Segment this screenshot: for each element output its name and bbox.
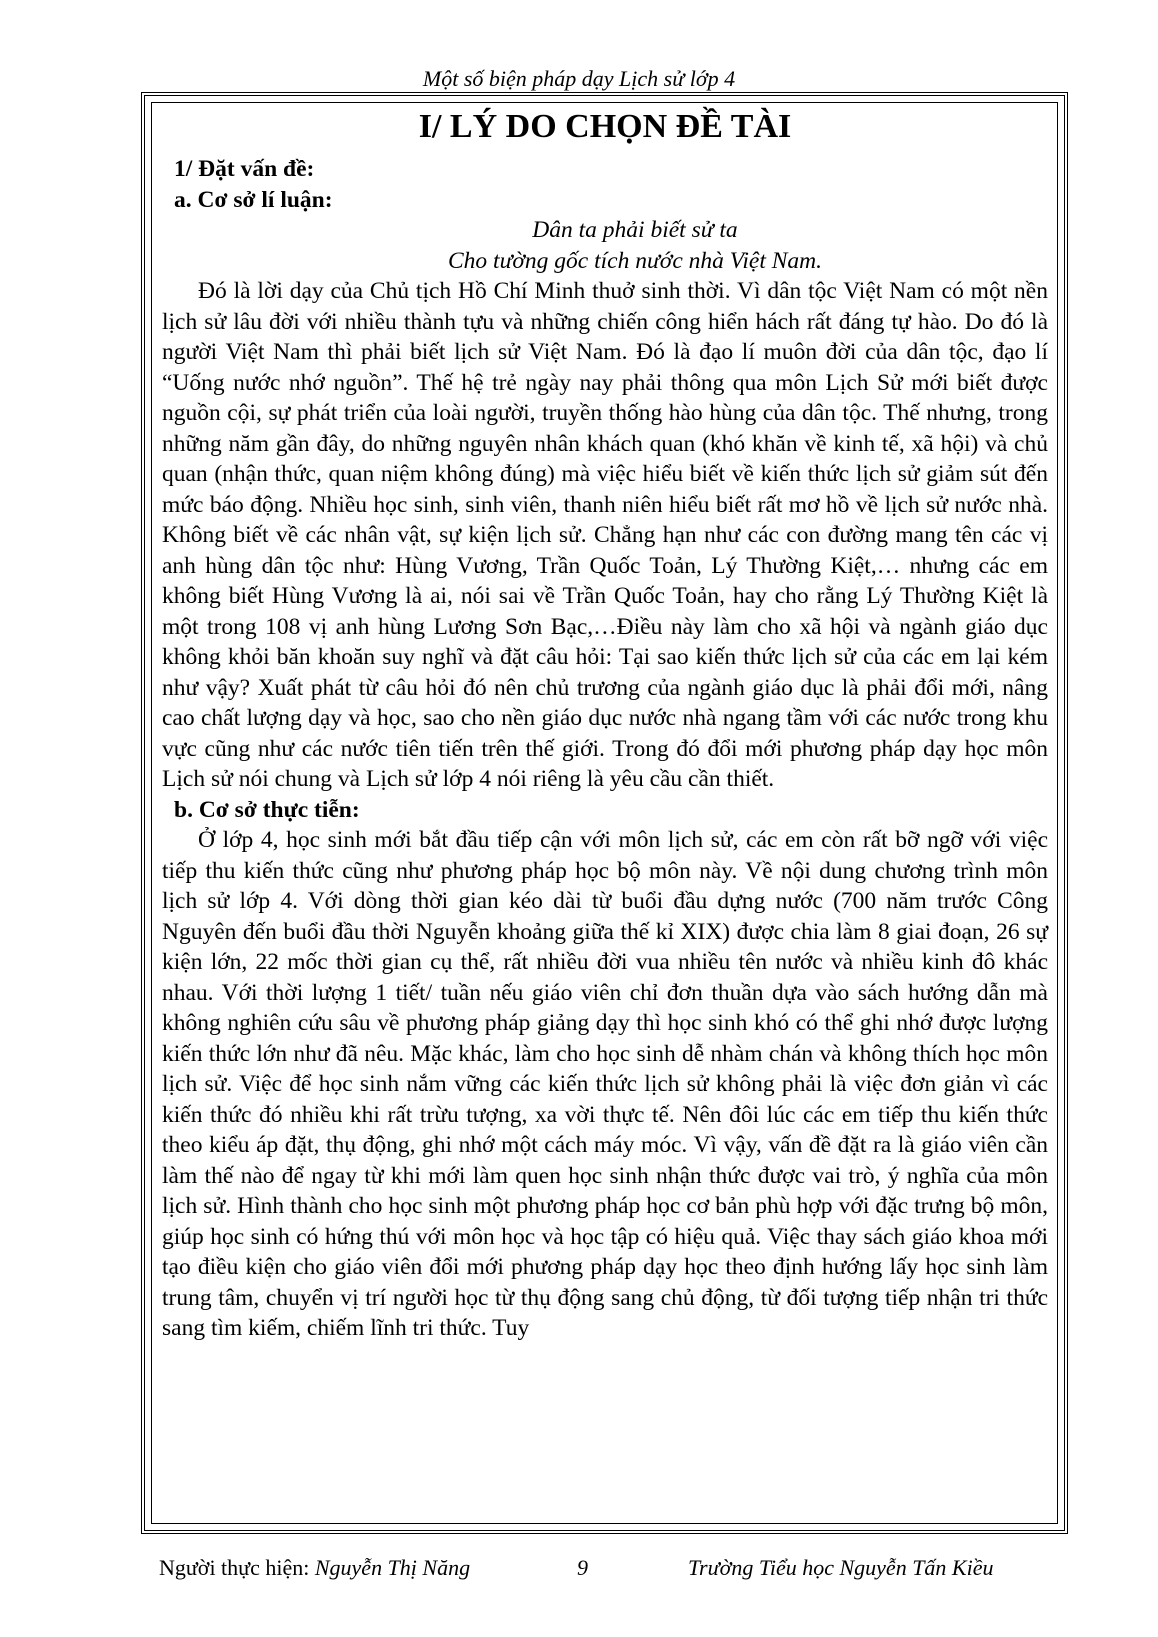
footer-author-label: Người thực hiện: [159, 1555, 310, 1580]
section-title: I/ LÝ DO CHỌN ĐỀ TÀI [418, 108, 792, 145]
heading-practical-basis: b. Cơ sở thực tiễn: [174, 796, 360, 823]
page-footer [0, 1555, 1158, 1585]
subsection-heading: 1/ Đặt vấn đề: [174, 156, 315, 182]
page-number: 9 [577, 1555, 588, 1580]
paragraph-theoretical: Đó là lời dạy của Chủ tịch Hồ Chí Minh thuở sinh thời. Vì dân tộc Việt Nam có một nền lịch sử lâu đời với nhiều thành tựu và những chiến công hiển hách rất đáng tự hào. Do đó là người Việt Nam thì phải biết lịch sử Việt Nam. Đó là đạo lí muôn đời của dân tộc, đạo lí “Uống nước nhớ nguồn”. Thế hệ trẻ ngày nay phải thông qua môn Lịch Sử mới biết được nguồn cội, sự phát triển của loài người, truyền thống hào hùng của dân tộc. Thế nhưng, trong những năm gần đây, do những nguyên nhân khách quan (khó khăn về kinh tế, xã hội) và chủ quan (nhận thức, quan niệm không đúng) mà việc hiểu biết về kiến thức lịch sử giảm sút đến mức báo động. Nhiều học sinh, sinh viên, thanh niên hiểu biết rất mơ hồ về lịch sử nước nhà. Không biết về các nhân vật, sự kiện lịch sử. Chẳng hạn như các con đường mang tên các vị anh hùng dân tộc như: Hùng Vương, Trần Quốc Toản, Lý Thường Kiệt,… nhưng các em không biết Hùng Vương là ai, nói sai về Trần Quốc Toản, hay cho rằng Lý Thường Kiệt là một trong 108 vị anh hùng Lương Sơn Bạc,…Điều này làm cho xã hội và ngành giáo dục không khỏi băn khoăn suy nghĩ và đặt câu hỏi: Tại sao kiến thức lịch sử của các em lại kém như vậy? Xuất phát từ câu hỏi đó nên chủ trương của ngành giáo dục là phải đổi mới, nâng cao chất lượng dạy và học, sao cho nền giáo dục nước nhà ngang tầm với các nước trong khu vực cũng như các nước tiên tiến trên thế giới. Trong đó đổi mới phương pháp dạy học môn Lịch sử nói chung và Lịch sử lớp 4 nói riêng là yêu cầu cần thiết. [162, 278, 1048, 792]
running-header: Một số biện pháp dạy Lịch sử lớp 4 [422, 66, 736, 91]
poem-line-1: Dân ta phải biết sử ta [532, 217, 738, 243]
heading-theoretical-basis: a. Cơ sở lí luận: [174, 186, 333, 213]
footer-school: Trường Tiểu học Nguyễn Tấn Kiều [688, 1555, 994, 1580]
page-body [162, 102, 1048, 1344]
paragraph-practical: Ở lớp 4, học sinh mới bắt đầu tiếp cận với môn lịch sử, các em còn rất bỡ ngỡ với việc tiếp thu kiến thức cũng như phương pháp học bộ môn này. Về nội dung chương trình môn lịch sử lớp 4. Với dòng thời gian kéo dài từ buổi đầu dựng nước (700 năm trước Công Nguyên đến buổi đầu thời Nguyễn khoảng giữa thế kỉ XIX) được chia làm 8 giai đoạn, 26 sự kiện lớn, 22 mốc thời gian cụ thể, rất nhiều đời vua nhiều tên nước và nhiều kinh đô khác nhau. Với thời lượng 1 tiết/ tuần nếu giáo viên chỉ đơn thuần dựa vào sách hướng dẫn mà không nghiên cứu sâu về phương pháp giảng dạy thì học sinh khó có thể ghi nhớ được lượng kiến thức lớn như đã nêu. Mặc khác, làm cho học sinh dễ nhàm chán và không thích học môn lịch sử. Việc để học sinh nắm vững các kiến thức lịch sử không phải là việc đơn giản vì các kiến thức đó nhiều khi rất trừu tượng, xa vời thực tế. Nên đôi lúc các em tiếp thu kiến thức theo kiểu áp đặt, thụ động, ghi nhớ một cách máy móc. Vì vậy, vấn đề đặt ra là giáo viên cần làm thế nào để ngay từ khi mới làm quen học sinh nhận thức được vai trò, ý nghĩa của môn lịch sử. Hình thành cho học sinh một phương pháp học cơ bản phù hợp với đặc trưng bộ môn, giúp học sinh có hứng thú với môn học và học tập có hiệu quả. Việc thay sách giáo khoa mới tạo điều kiện cho giáo viên đổi mới phương pháp dạy học theo định hướng lấy học sinh làm trung tâm, chuyển vị trí người học từ thụ động sang chủ động, từ đối tượng tiếp nhận tri thức sang tìm kiếm, chiếm lĩnh tri thức. Tuy [162, 827, 1048, 1341]
footer-author [159, 1555, 470, 1581]
poem-line-2: Cho tường gốc tích nước nhà Việt Nam. [447, 247, 822, 274]
footer-author-name: Nguyễn Thị Năng [314, 1555, 471, 1580]
